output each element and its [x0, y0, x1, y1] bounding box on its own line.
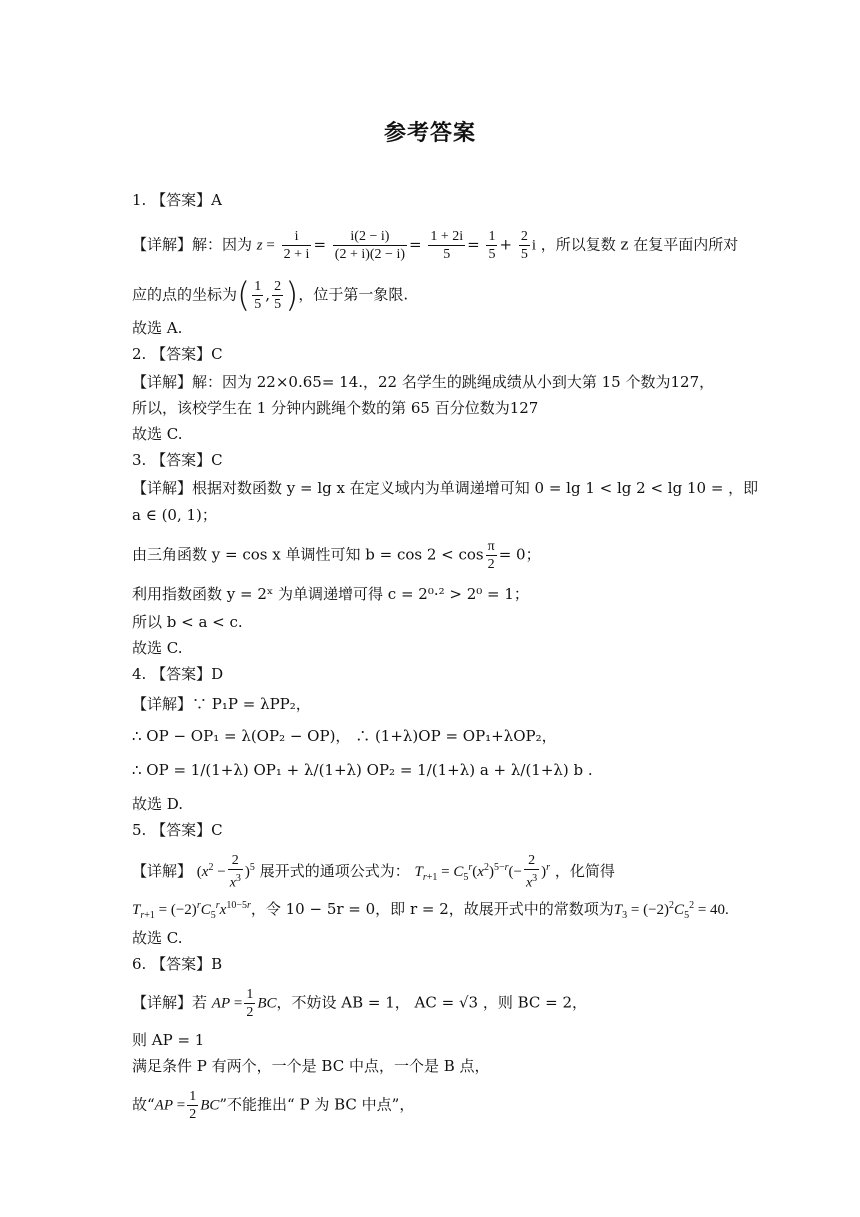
q2-answer: 2. 【答案】C	[132, 345, 223, 363]
q6-detail-4: 故“AP = $\frac{1}{2}$ BC”不能推出“ P 为 BC 中点”，	[132, 1089, 415, 1122]
q5-detail-2-mid: ，令 10 − 5r = 0，即 r = 2，故展开式中的常数项为	[250, 900, 614, 918]
q1-point-prefix: 应的点的坐标为	[132, 285, 238, 304]
q4-conclusion: 故选 D.	[132, 795, 184, 813]
q2-detail: 【详解】解：因为 22×0.65= 14.，22 名学生的跳绳成绩从小到大第 15 个数为127，	[132, 373, 715, 391]
q3-detail-4: 利用指数函数 y = 2ˣ 为单调递增可得 c = 2⁰·² > 2⁰ = 1；	[132, 585, 529, 603]
q3-detail-3-prefix: 由三角函数 y = cos x 单调性可知 b = cos 2 < cos	[132, 545, 484, 564]
q4-detail: 【详解】∵ P₁P = λPP₂，	[132, 695, 311, 713]
q5-detail-suffix: ，化简得	[554, 861, 615, 880]
q5-detail-2: $T_{r+1} = (-2)^rC_5^rx^{10-5r}$，令 10 − 5r = 0，即 r = 2，故展开式中的常数项为$T_3 = (-2)^2C_5^2 = 40$.	[132, 900, 729, 921]
q1-point-suffix: ，位于第一象限.	[298, 285, 409, 304]
q1-point: 应的点的坐标为( $\frac{1}{5}$ , $\frac{2}{5}$ )，位于第一象限.	[132, 275, 409, 316]
q3-detail-5: 所以 b < a < c.	[132, 613, 243, 631]
q3-detail: 【详解】根据对数函数 y = lg x 在定义域内为单调递增可知 0 = lg 1 < lg 2 < lg 10 = ，即	[132, 479, 759, 497]
q4-answer: 4. 【答案】D	[132, 665, 224, 683]
q5-detail: 【详解】 ($x^2$ − $\frac{2}{x^3}$ )$^5$ 展开式的通项公式为： $T_{r+1} = C_5^r(x^2)^{5-r}(-$ $\frac{2}{x^3}$ )$^r$ ，化简得	[132, 853, 615, 891]
q4-detail-3: ∴ OP = 1/(1+λ) OP₁ + λ/(1+λ) OP₂ = 1/(1+λ) a + λ/(1+λ) b .	[132, 761, 593, 779]
q5-detail-mid: 展开式的通项公式为：	[259, 861, 410, 880]
q6-detail-2: 则 AP = 1	[132, 1031, 205, 1049]
q6-answer: 6. 【答案】B	[132, 955, 223, 973]
q6-detail: 【详解】若 AP = $\frac{1}{2}$ BC，不妨设 AB = 1， AC = √3 ，则 BC = 2，	[132, 987, 588, 1020]
q1-answer: 1. 【答案】A	[132, 191, 222, 209]
q4-detail-2: ∴ OP − OP₁ = λ(OP₂ − OP)， ∴ (1+λ)OP = OP₁+λOP₂，	[132, 727, 557, 745]
q2-detail-2: 所以，该校学生在 1 分钟内跳绳个数的第 65 百分位数为127	[132, 399, 539, 417]
q1-detail-suffix: ，所以复数 z 在复平面内所对	[540, 235, 739, 254]
q3-detail-2: a ∈ (0, 1)；	[132, 506, 217, 524]
q5-detail-prefix: 【详解】	[132, 861, 193, 880]
q6-detail-3: 满足条件 P 有两个，一个是 BC 中点，一个是 B 点，	[132, 1057, 490, 1075]
q6-detail-prefix: 【详解】若	[132, 993, 208, 1012]
q3-conclusion: 故选 C.	[132, 639, 183, 657]
q3-detail-3: 由三角函数 y = cos x 单调性可知 b = cos 2 < cos $\frac{\pi}{2}$ = 0；	[132, 539, 541, 572]
q3-detail-3-suffix: = 0；	[498, 545, 541, 564]
q5-answer: 5. 【答案】C	[132, 821, 223, 839]
q1-conclusion: 故选 A.	[132, 319, 183, 337]
q2-conclusion: 故选 C.	[132, 425, 183, 443]
q6-detail-4-suffix: ”不能推出“ P 为 BC 中点”，	[219, 1095, 415, 1114]
page-title: 参考答案	[383, 121, 476, 146]
q5-conclusion: 故选 C.	[132, 929, 183, 947]
q3-answer: 3. 【答案】C	[132, 451, 223, 469]
q6-detail-4-prefix: 故“	[132, 1095, 155, 1114]
q1-detail-prefix: 【详解】解：因为	[132, 235, 253, 254]
q6-detail-suffix: ，不妨设 AB = 1， AC = √3 ，则 BC = 2，	[276, 993, 588, 1012]
q1-detail: 【详解】解：因为 z = $\frac{i}{2 + i}$ = $\frac{i(2 - i)}{(2 + i)(2 - i)}$ = $\frac{1 + 2i}{5}$ = $\frac{1}{5}$ + $\frac{2}{5}$ i ，所以复数 z 在复平面内所对	[132, 229, 739, 262]
